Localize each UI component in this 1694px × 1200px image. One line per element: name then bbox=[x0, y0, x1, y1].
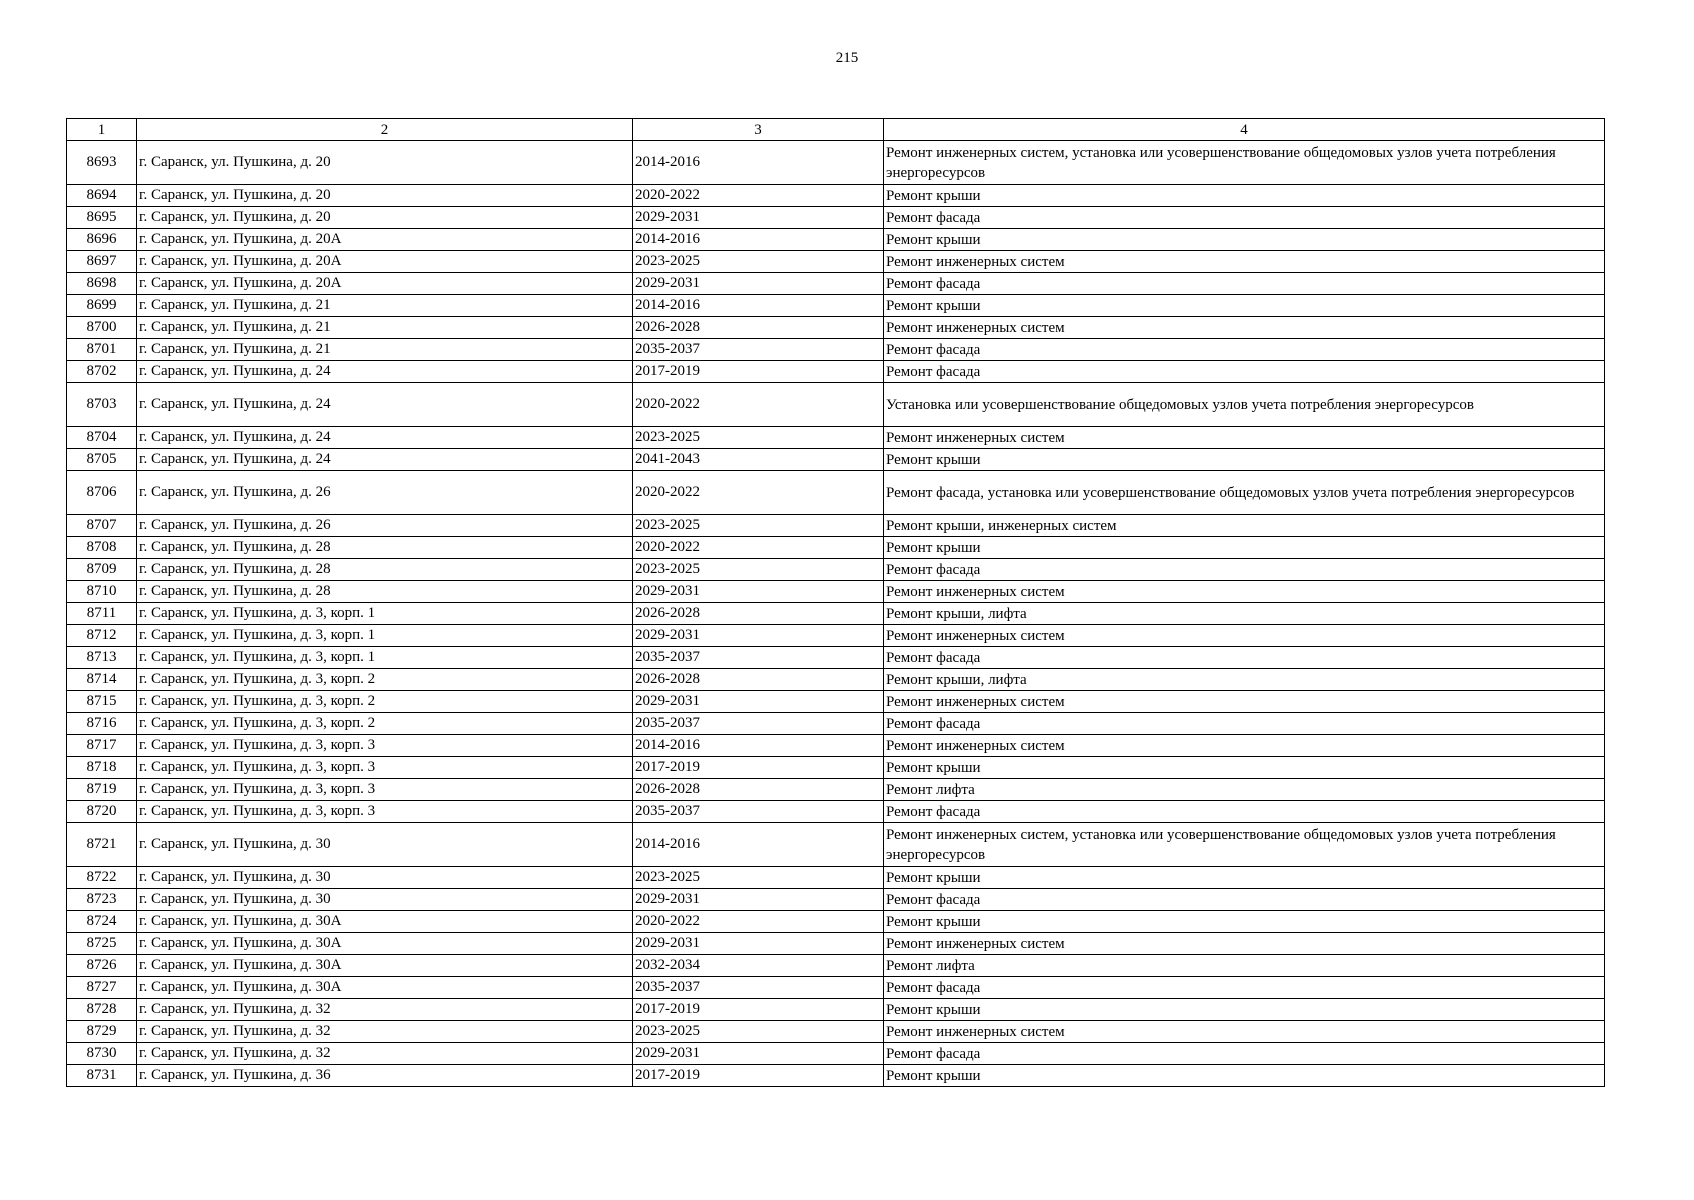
row-number-cell: 8727 bbox=[67, 977, 137, 999]
row-number-cell: 8718 bbox=[67, 757, 137, 779]
table-row bbox=[67, 801, 1605, 823]
work-type-cell: Ремонт инженерных систем bbox=[884, 317, 1605, 339]
period-cell: 2020-2022 bbox=[633, 471, 884, 515]
column-header-1: 1 bbox=[67, 119, 137, 141]
period-cell: 2026-2028 bbox=[633, 603, 884, 625]
period-cell: 2029-2031 bbox=[633, 207, 884, 229]
work-type-cell: Ремонт инженерных систем, установка или усовершенствование общедомовых узлов учета потребления энергоресурсов bbox=[884, 823, 1605, 867]
table-row bbox=[67, 999, 1605, 1021]
table-row bbox=[67, 515, 1605, 537]
table-row bbox=[67, 229, 1605, 251]
period-cell: 2029-2031 bbox=[633, 933, 884, 955]
work-type-cell: Ремонт фасада bbox=[884, 647, 1605, 669]
work-type-cell: Ремонт крыши bbox=[884, 1065, 1605, 1087]
row-number-cell: 8721 bbox=[67, 823, 137, 867]
period-cell: 2035-2037 bbox=[633, 339, 884, 361]
table-row bbox=[67, 955, 1605, 977]
address-cell: г. Саранск, ул. Пушкина, д. 36 bbox=[137, 1065, 633, 1087]
row-number-cell: 8693 bbox=[67, 141, 137, 185]
table-row bbox=[67, 1043, 1605, 1065]
row-number-cell: 8701 bbox=[67, 339, 137, 361]
period-cell: 2014-2016 bbox=[633, 141, 884, 185]
row-number-cell: 8725 bbox=[67, 933, 137, 955]
period-cell: 2029-2031 bbox=[633, 691, 884, 713]
work-type-cell: Ремонт фасада bbox=[884, 889, 1605, 911]
period-cell: 2014-2016 bbox=[633, 823, 884, 867]
address-cell: г. Саранск, ул. Пушкина, д. 21 bbox=[137, 295, 633, 317]
period-cell: 2035-2037 bbox=[633, 713, 884, 735]
row-number-cell: 8712 bbox=[67, 625, 137, 647]
address-cell: г. Саранск, ул. Пушкина, д. 21 bbox=[137, 317, 633, 339]
row-number-cell: 8709 bbox=[67, 559, 137, 581]
row-number-cell: 8700 bbox=[67, 317, 137, 339]
table-row bbox=[67, 361, 1605, 383]
row-number-cell: 8730 bbox=[67, 1043, 137, 1065]
period-cell: 2020-2022 bbox=[633, 185, 884, 207]
address-cell: г. Саранск, ул. Пушкина, д. 20А bbox=[137, 251, 633, 273]
period-cell: 2020-2022 bbox=[633, 537, 884, 559]
table-row bbox=[67, 339, 1605, 361]
address-cell: г. Саранск, ул. Пушкина, д. 24 bbox=[137, 361, 633, 383]
repair-schedule-table bbox=[66, 118, 1605, 1087]
address-cell: г. Саранск, ул. Пушкина, д. 20А bbox=[137, 229, 633, 251]
period-cell: 2032-2034 bbox=[633, 955, 884, 977]
address-cell: г. Саранск, ул. Пушкина, д. 26 bbox=[137, 471, 633, 515]
work-type-cell: Ремонт инженерных систем bbox=[884, 1021, 1605, 1043]
address-cell: г. Саранск, ул. Пушкина, д. 30А bbox=[137, 977, 633, 999]
table-row bbox=[67, 383, 1605, 427]
row-number-cell: 8720 bbox=[67, 801, 137, 823]
table-row bbox=[67, 691, 1605, 713]
work-type-cell: Ремонт лифта bbox=[884, 955, 1605, 977]
row-number-cell: 8704 bbox=[67, 427, 137, 449]
address-cell: г. Саранск, ул. Пушкина, д. 3, корп. 1 bbox=[137, 603, 633, 625]
row-number-cell: 8699 bbox=[67, 295, 137, 317]
row-number-cell: 8716 bbox=[67, 713, 137, 735]
row-number-cell: 8710 bbox=[67, 581, 137, 603]
address-cell: г. Саранск, ул. Пушкина, д. 30А bbox=[137, 933, 633, 955]
row-number-cell: 8726 bbox=[67, 955, 137, 977]
address-cell: г. Саранск, ул. Пушкина, д. 21 bbox=[137, 339, 633, 361]
work-type-cell: Ремонт инженерных систем bbox=[884, 251, 1605, 273]
row-number-cell: 8711 bbox=[67, 603, 137, 625]
work-type-cell: Ремонт крыши bbox=[884, 229, 1605, 251]
table-row bbox=[67, 317, 1605, 339]
period-cell: 2023-2025 bbox=[633, 867, 884, 889]
address-cell: г. Саранск, ул. Пушкина, д. 28 bbox=[137, 559, 633, 581]
row-number-cell: 8697 bbox=[67, 251, 137, 273]
address-cell: г. Саранск, ул. Пушкина, д. 3, корп. 2 bbox=[137, 691, 633, 713]
address-cell: г. Саранск, ул. Пушкина, д. 30 bbox=[137, 823, 633, 867]
table-row bbox=[67, 889, 1605, 911]
period-cell: 2029-2031 bbox=[633, 625, 884, 647]
row-number-cell: 8696 bbox=[67, 229, 137, 251]
table-row bbox=[67, 141, 1605, 185]
address-cell: г. Саранск, ул. Пушкина, д. 24 bbox=[137, 449, 633, 471]
period-cell: 2026-2028 bbox=[633, 779, 884, 801]
period-cell: 2020-2022 bbox=[633, 383, 884, 427]
address-cell: г. Саранск, ул. Пушкина, д. 32 bbox=[137, 1021, 633, 1043]
period-cell: 2023-2025 bbox=[633, 559, 884, 581]
period-cell: 2035-2037 bbox=[633, 647, 884, 669]
table-row bbox=[67, 581, 1605, 603]
period-cell: 2023-2025 bbox=[633, 1021, 884, 1043]
work-type-cell: Ремонт фасада bbox=[884, 207, 1605, 229]
address-cell: г. Саранск, ул. Пушкина, д. 24 bbox=[137, 427, 633, 449]
table-row bbox=[67, 273, 1605, 295]
period-cell: 2026-2028 bbox=[633, 317, 884, 339]
table-row bbox=[67, 735, 1605, 757]
work-type-cell: Ремонт крыши, лифта bbox=[884, 669, 1605, 691]
row-number-cell: 8714 bbox=[67, 669, 137, 691]
row-number-cell: 8724 bbox=[67, 911, 137, 933]
period-cell: 2029-2031 bbox=[633, 581, 884, 603]
table-row bbox=[67, 603, 1605, 625]
header-row bbox=[67, 119, 1605, 141]
address-cell: г. Саранск, ул. Пушкина, д. 32 bbox=[137, 1043, 633, 1065]
address-cell: г. Саранск, ул. Пушкина, д. 3, корп. 3 bbox=[137, 779, 633, 801]
period-cell: 2017-2019 bbox=[633, 757, 884, 779]
row-number-cell: 8706 bbox=[67, 471, 137, 515]
row-number-cell: 8731 bbox=[67, 1065, 137, 1087]
work-type-cell: Ремонт крыши bbox=[884, 911, 1605, 933]
work-type-cell: Ремонт крыши, инженерных систем bbox=[884, 515, 1605, 537]
address-cell: г. Саранск, ул. Пушкина, д. 28 bbox=[137, 537, 633, 559]
work-type-cell: Ремонт лифта bbox=[884, 779, 1605, 801]
address-cell: г. Саранск, ул. Пушкина, д. 3, корп. 3 bbox=[137, 735, 633, 757]
row-number-cell: 8694 bbox=[67, 185, 137, 207]
period-cell: 2020-2022 bbox=[633, 911, 884, 933]
work-type-cell: Ремонт фасада bbox=[884, 713, 1605, 735]
period-cell: 2026-2028 bbox=[633, 669, 884, 691]
address-cell: г. Саранск, ул. Пушкина, д. 30 bbox=[137, 867, 633, 889]
work-type-cell: Ремонт инженерных систем bbox=[884, 581, 1605, 603]
table-row bbox=[67, 1065, 1605, 1087]
table-row bbox=[67, 779, 1605, 801]
work-type-cell: Ремонт крыши, лифта bbox=[884, 603, 1605, 625]
period-cell: 2017-2019 bbox=[633, 1065, 884, 1087]
work-type-cell: Ремонт фасада bbox=[884, 273, 1605, 295]
period-cell: 2014-2016 bbox=[633, 229, 884, 251]
address-cell: г. Саранск, ул. Пушкина, д. 24 bbox=[137, 383, 633, 427]
row-number-cell: 8719 bbox=[67, 779, 137, 801]
work-type-cell: Ремонт крыши bbox=[884, 537, 1605, 559]
work-type-cell: Ремонт крыши bbox=[884, 757, 1605, 779]
row-number-cell: 8695 bbox=[67, 207, 137, 229]
period-cell: 2029-2031 bbox=[633, 273, 884, 295]
row-number-cell: 8707 bbox=[67, 515, 137, 537]
table-row bbox=[67, 867, 1605, 889]
table-row bbox=[67, 757, 1605, 779]
table-row bbox=[67, 185, 1605, 207]
row-number-cell: 8705 bbox=[67, 449, 137, 471]
table-row bbox=[67, 537, 1605, 559]
column-header-4: 4 bbox=[884, 119, 1605, 141]
work-type-cell: Ремонт фасада bbox=[884, 977, 1605, 999]
period-cell: 2017-2019 bbox=[633, 361, 884, 383]
page-number: 215 bbox=[835, 50, 859, 66]
period-cell: 2029-2031 bbox=[633, 889, 884, 911]
address-cell: г. Саранск, ул. Пушкина, д. 3, корп. 2 bbox=[137, 669, 633, 691]
period-cell: 2017-2019 bbox=[633, 999, 884, 1021]
work-type-cell: Ремонт инженерных систем bbox=[884, 625, 1605, 647]
address-cell: г. Саранск, ул. Пушкина, д. 30А bbox=[137, 911, 633, 933]
address-cell: г. Саранск, ул. Пушкина, д. 20А bbox=[137, 273, 633, 295]
table-row bbox=[67, 933, 1605, 955]
row-number-cell: 8703 bbox=[67, 383, 137, 427]
period-cell: 2014-2016 bbox=[633, 735, 884, 757]
address-cell: г. Саранск, ул. Пушкина, д. 20 bbox=[137, 141, 633, 185]
address-cell: г. Саранск, ул. Пушкина, д. 3, корп. 3 bbox=[137, 801, 633, 823]
period-cell: 2035-2037 bbox=[633, 801, 884, 823]
period-cell: 2023-2025 bbox=[633, 251, 884, 273]
table-row bbox=[67, 427, 1605, 449]
row-number-cell: 8702 bbox=[67, 361, 137, 383]
table-row bbox=[67, 207, 1605, 229]
column-header-3: 3 bbox=[633, 119, 884, 141]
work-type-cell: Ремонт крыши bbox=[884, 185, 1605, 207]
work-type-cell: Ремонт фасада bbox=[884, 1043, 1605, 1065]
address-cell: г. Саранск, ул. Пушкина, д. 3, корп. 2 bbox=[137, 713, 633, 735]
column-header-2: 2 bbox=[137, 119, 633, 141]
work-type-cell: Ремонт инженерных систем bbox=[884, 427, 1605, 449]
work-type-cell: Ремонт инженерных систем bbox=[884, 691, 1605, 713]
table-row bbox=[67, 823, 1605, 867]
address-cell: г. Саранск, ул. Пушкина, д. 3, корп. 1 bbox=[137, 647, 633, 669]
row-number-cell: 8715 bbox=[67, 691, 137, 713]
table-row bbox=[67, 911, 1605, 933]
period-cell: 2014-2016 bbox=[633, 295, 884, 317]
address-cell: г. Саранск, ул. Пушкина, д. 3, корп. 3 bbox=[137, 757, 633, 779]
row-number-cell: 8728 bbox=[67, 999, 137, 1021]
table-row bbox=[67, 471, 1605, 515]
table-row bbox=[67, 625, 1605, 647]
address-cell: г. Саранск, ул. Пушкина, д. 32 bbox=[137, 999, 633, 1021]
address-cell: г. Саранск, ул. Пушкина, д. 26 bbox=[137, 515, 633, 537]
table-row bbox=[67, 669, 1605, 691]
period-cell: 2029-2031 bbox=[633, 1043, 884, 1065]
table-row bbox=[67, 559, 1605, 581]
address-cell: г. Саранск, ул. Пушкина, д. 3, корп. 1 bbox=[137, 625, 633, 647]
address-cell: г. Саранск, ул. Пушкина, д. 20 bbox=[137, 185, 633, 207]
period-cell: 2035-2037 bbox=[633, 977, 884, 999]
work-type-cell: Ремонт фасада bbox=[884, 361, 1605, 383]
address-cell: г. Саранск, ул. Пушкина, д. 20 bbox=[137, 207, 633, 229]
row-number-cell: 8708 bbox=[67, 537, 137, 559]
work-type-cell: Ремонт фасада bbox=[884, 559, 1605, 581]
work-type-cell: Ремонт фасада, установка или усовершенствование общедомовых узлов учета потребления энергоресурсов bbox=[884, 471, 1605, 515]
work-type-cell: Установка или усовершенствование общедомовых узлов учета потребления энергоресурсов bbox=[884, 383, 1605, 427]
work-type-cell: Ремонт инженерных систем bbox=[884, 735, 1605, 757]
address-cell: г. Саранск, ул. Пушкина, д. 28 bbox=[137, 581, 633, 603]
row-number-cell: 8722 bbox=[67, 867, 137, 889]
work-type-cell: Ремонт крыши bbox=[884, 295, 1605, 317]
table-row bbox=[67, 977, 1605, 999]
period-cell: 2023-2025 bbox=[633, 427, 884, 449]
table-row bbox=[67, 251, 1605, 273]
work-type-cell: Ремонт фасада bbox=[884, 339, 1605, 361]
row-number-cell: 8723 bbox=[67, 889, 137, 911]
period-cell: 2023-2025 bbox=[633, 515, 884, 537]
table-row bbox=[67, 449, 1605, 471]
period-cell: 2041-2043 bbox=[633, 449, 884, 471]
address-cell: г. Саранск, ул. Пушкина, д. 30А bbox=[137, 955, 633, 977]
row-number-cell: 8713 bbox=[67, 647, 137, 669]
table-body bbox=[67, 141, 1605, 1087]
row-number-cell: 8698 bbox=[67, 273, 137, 295]
table-row bbox=[67, 647, 1605, 669]
work-type-cell: Ремонт крыши bbox=[884, 999, 1605, 1021]
table-row bbox=[67, 295, 1605, 317]
table-row bbox=[67, 713, 1605, 735]
row-number-cell: 8729 bbox=[67, 1021, 137, 1043]
work-type-cell: Ремонт инженерных систем, установка или усовершенствование общедомовых узлов учета потребления энергоресурсов bbox=[884, 141, 1605, 185]
work-type-cell: Ремонт инженерных систем bbox=[884, 933, 1605, 955]
address-cell: г. Саранск, ул. Пушкина, д. 30 bbox=[137, 889, 633, 911]
work-type-cell: Ремонт крыши bbox=[884, 449, 1605, 471]
row-number-cell: 8717 bbox=[67, 735, 137, 757]
table-row bbox=[67, 1021, 1605, 1043]
work-type-cell: Ремонт крыши bbox=[884, 867, 1605, 889]
work-type-cell: Ремонт фасада bbox=[884, 801, 1605, 823]
